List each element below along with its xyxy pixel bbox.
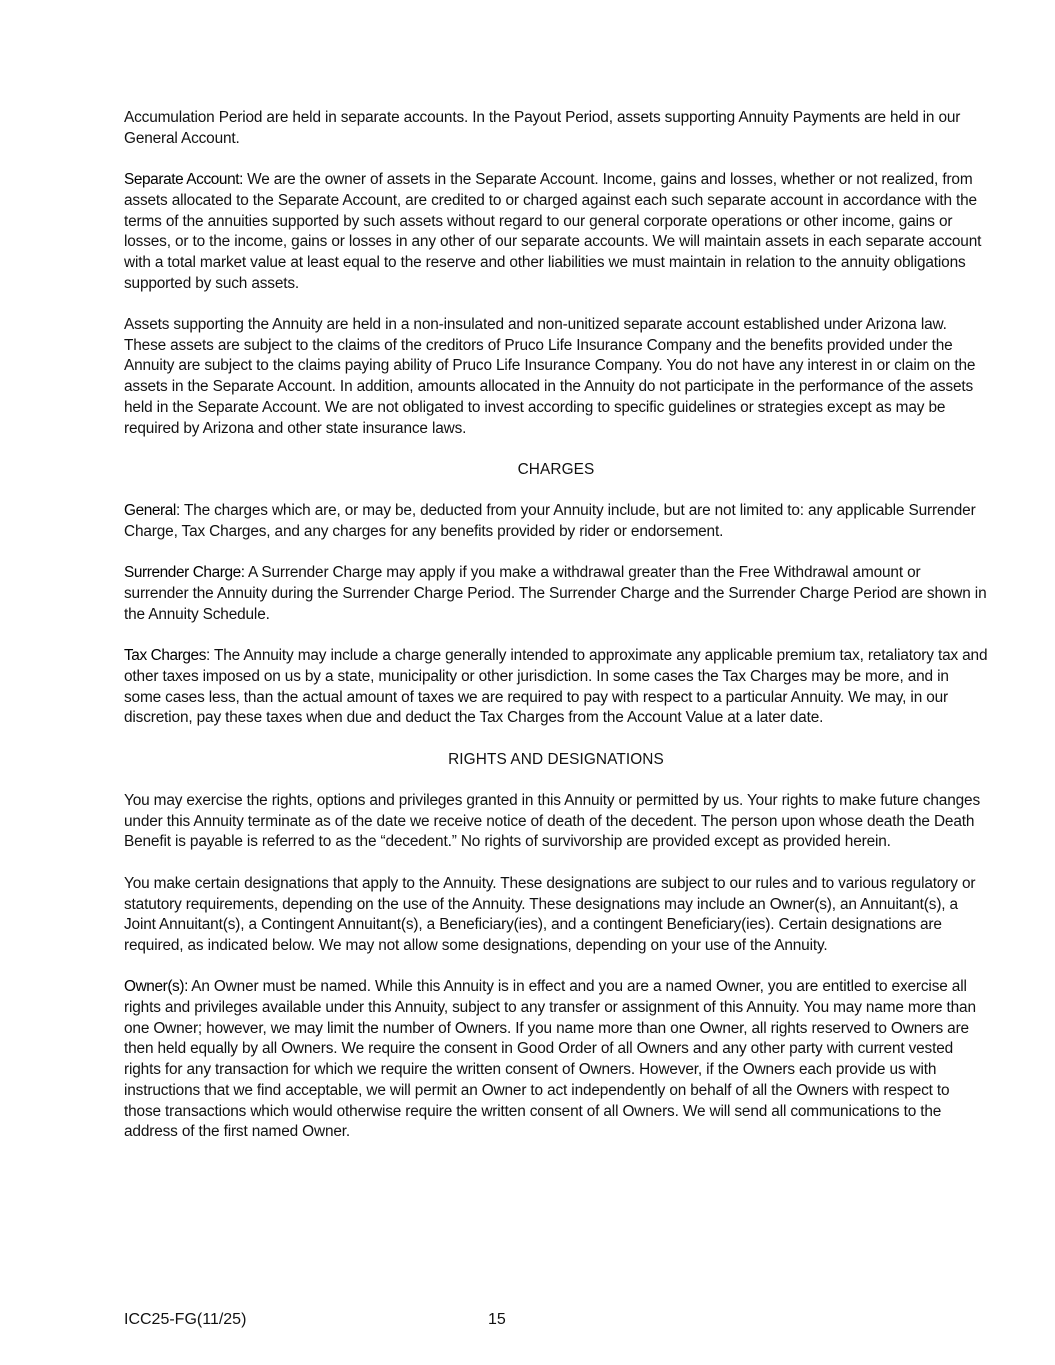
- paragraph-text: Assets supporting the Annuity are held in a non-insulated and non-unitized separate account established under Arizona law. These assets are subject to the claims of the creditors of Pruco Life Insurance Company and the benefits provided under the Annuity are subject to the claims paying ability of Pruco Life Insurance Company. You do not have any interest in or claim on the assets in the Separate Account. In addition, amounts allocated in the Annuity do not participate in the performance of the assets held in the Separate Account. We are not obligated to invest according to specific guidelines or strategies except as may be required by Arizona and other state insurance laws.: [124, 316, 976, 437]
- paragraph-text: You may exercise the rights, options and privileges granted in this Annuity or permitted by us. Your rights to make future changes under this Annuity terminate as of the date we receive notice of death of the decedent. The person upon whose death the Death Benefit is payable is referred to as the “decedent.” No rights of survivorship are provided except as provided herein.: [124, 792, 980, 851]
- paragraph-accumulation-period: [124, 108, 988, 149]
- document-body: [124, 108, 988, 1143]
- footer-page-number: 15: [488, 1311, 506, 1328]
- paragraph-surrender-charge: [124, 563, 988, 625]
- paragraph-text: : The Annuity may include a charge generally intended to approximate any applicable premium tax, retaliatory tax and other taxes imposed on us by a state, municipality or other jurisdiction. In some cases the Tax Charges may be more, and in some cases less, than the actual amount of taxes we are required to pay with respect to a particular Annuity. We may, in our discretion, pay these taxes when due and deduct the Tax Charges from the Account Value at a later date.: [124, 647, 988, 727]
- section-heading-rights-designations: RIGHTS AND DESIGNATIONS: [448, 750, 664, 768]
- section-heading-charges: CHARGES: [517, 460, 595, 478]
- term-separate-account: Separate Account:: [124, 171, 243, 189]
- paragraph-assets-supporting: [124, 315, 988, 439]
- paragraph-text: You make certain designations that apply to the Annuity. These designations are subject to our rules and to various regulatory or statutory requirements, depending on the use of the Annuity. These designations may include an Owner(s), an Annuitant(s), a Joint Annuitant(s), a Contingent Annuitant(s), a Beneficiary(ies), and a contingent Beneficiary(ies). Certain designations are required, as indicated below. We may not allow some designations, depending on your use of the Annuity.: [124, 874, 976, 954]
- paragraph-text: Accumulation Period are held in separate accounts. In the Payout Period, assets supporting Annuity Payments are held in our General Account.: [124, 109, 961, 147]
- footer-form-code: ICC25-FG(11/25): [124, 1311, 247, 1328]
- paragraph-text: We are the owner of assets in the Separate Account. Income, gains and losses, whether or not realized, from assets allocated to the Separate Account, are credited to or charged against each such separate account in accordance with the terms of the annuities supported by such assets without regard to our general corporate operations or other income, gains or losses, or to the income, gains or losses in any other of our separate accounts. We will maintain assets in each separate account with a total market value at least equal to the reserve and other liabilities we must maintain in relation to the annuity obligations supported by such assets.: [124, 171, 982, 292]
- term-tax-charges: Tax Charges: [124, 647, 206, 665]
- paragraph-rights: [124, 791, 988, 853]
- term-surrender-charge: Surrender Charge:: [124, 564, 245, 582]
- paragraph-text: An Owner must be named. While this Annuity is in effect and you are a named Owner, you are entitled to exercise all rights and privileges available under this Annuity, subject to any transfer or assignment of this Annuity. You may name more than one Owner; however, we may limit the number of Owners. If you name more than one Owner, all rights reserved to Owners are then held equally by all Owners. We require the consent in Good Order of all Owners and any other party with current vested rights for any transaction for which we require the written consent of Owners. However, if the Owners each provide us with instructions that we find acceptable, we will permit an Owner to act independently on behalf of all the Owners with respect to those transactions which would otherwise require the written consent of all Owners. We will send all communications to the address of the first named Owner.: [124, 978, 976, 1141]
- term-general: General: [124, 502, 176, 520]
- paragraph-text: : The charges which are, or may be, deducted from your Annuity include, but are not limited to: any applicable Surrender Charge, Tax Charges, and any charges for any benefits provided by rider or endorsement.: [124, 502, 976, 540]
- paragraph-separate-account: [124, 170, 988, 294]
- paragraph-tax-charges: [124, 646, 988, 729]
- paragraph-owners: [124, 977, 988, 1143]
- term-owners: Owner(s):: [124, 978, 188, 996]
- paragraph-general: [124, 501, 988, 542]
- paragraph-designations: [124, 874, 988, 957]
- paragraph-text: A Surrender Charge may apply if you make a withdrawal greater than the Free Withdrawal amount or surrender the Annuity during the Surrender Charge Period. The Surrender Charge and the Surrender Charge Period are shown in the Annuity Schedule.: [124, 564, 987, 623]
